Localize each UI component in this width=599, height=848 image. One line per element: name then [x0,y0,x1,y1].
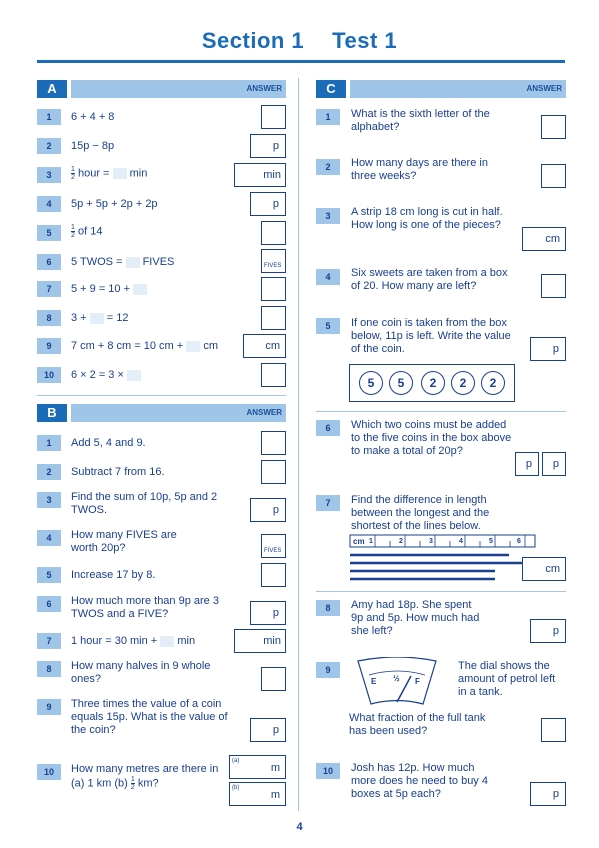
ruler-tick-label: 1 [369,538,373,545]
question-text: Find the sum of 10p, 5p and 2 TWOS. [71,491,218,516]
unit-label: cm [545,233,560,245]
unit-label: p [552,343,559,355]
answer-box[interactable] [261,221,286,245]
fraction-half: $\frac{1}{2}$ [130,776,135,791]
answer-box[interactable] [250,134,286,158]
blank-box [160,636,174,647]
question-number: 8 [37,661,61,677]
answer-label: ANSWER [350,80,566,98]
answer-box[interactable] [261,563,286,587]
question-number: 1 [37,109,61,125]
unit-label: p [272,140,279,152]
unit-label: p [272,607,279,619]
title-rule [37,60,565,63]
question-text: Amy had 18p. She spent 9p and 5p. How much had she left? [351,599,480,637]
question-number: 6 [37,596,61,612]
question-number: 10 [37,367,61,383]
question-text: Which two coins must be added to the five coins in the box above to make a total of 20p? [351,419,512,457]
unit-label: cm [545,563,560,575]
answer-box-b[interactable] [229,782,286,806]
blank-box [133,284,147,295]
answer-box[interactable] [530,337,566,361]
question-number: 4 [37,530,61,546]
question-number: 9 [316,662,340,678]
question-text: 3 + = 12 [71,312,129,324]
question-number: 10 [316,763,340,779]
question-text: If one coin is taken from the box below, 11p is left. Write the value of the coin. [351,317,511,355]
page-number: 4 [296,821,303,833]
answer-box[interactable] [541,164,566,188]
section-a-letter: A [37,80,67,98]
question-text: How many metres are there in (a) 1 km (b) $\frac{1}{2}$ km? [71,763,219,791]
question-text: 5 TWOS = FIVES [71,256,175,268]
answer-box[interactable] [261,667,286,691]
question-text: The dial shows the amount of petrol left in a tank. [458,660,556,698]
page-title [0,28,599,54]
section-b-letter: B [37,404,67,422]
question-number: 2 [316,159,340,175]
question-number: 4 [316,269,340,285]
question-text: What is the sixth letter of the alphabet? [351,108,490,133]
answer-box[interactable] [261,534,286,558]
dial-label-empty: E [371,677,377,686]
question-number: 8 [37,310,61,326]
question-text: How many halves in 9 whole ones? [71,660,211,685]
section-divider [37,395,286,396]
blank-box [113,168,127,179]
question-text: Increase 17 by 8. [71,569,156,581]
coin-2p: 2 [481,371,505,395]
answer-box[interactable] [250,601,286,625]
answer-box-a[interactable] [229,755,286,779]
fraction-half: $\frac{1}{2}$ [71,166,75,181]
question-text: A strip 18 cm long is cut in half. How long is one of the pieces? [351,206,503,231]
column-divider [298,78,299,811]
answer-box[interactable] [243,334,286,358]
answer-box[interactable] [522,227,566,251]
question-number: 3 [37,167,61,183]
answer-box[interactable] [261,363,286,387]
section-c-letter: C [316,80,346,98]
question-number: 9 [37,699,61,715]
blank-box [127,370,141,381]
answer-box[interactable] [250,498,286,522]
ruler-tick-label: 4 [459,538,463,545]
answer-box[interactable] [261,431,286,455]
coin-2p: 2 [421,371,445,395]
question-text: Subtract 7 from 16. [71,466,165,478]
answer-label: ANSWER [71,404,286,422]
unit-label: m [270,789,280,801]
section-a-header [37,80,286,98]
question-number: 6 [37,254,61,270]
answer-box[interactable] [250,192,286,216]
blank-box [126,257,140,268]
question-number: 2 [37,464,61,480]
question-text: Find the difference in length between the longest and the shortest of the lines below. [351,494,490,532]
question-text: How many days are there in three weeks? [351,157,488,182]
ruler-diagram [349,534,537,584]
unit-label: cm [265,340,280,352]
question-number: 10 [37,764,61,780]
answer-box[interactable] [522,557,566,581]
unit-label: p [272,198,279,210]
question-number: 3 [37,492,61,508]
blank-box [90,313,104,324]
answer-box[interactable] [530,619,566,643]
question-text: Add 5, 4 and 9. [71,437,146,449]
question-number: 2 [37,138,61,154]
ruler-tick-label: 5 [489,538,493,545]
question-text: 1 hour = 30 min + min [71,635,196,647]
question-number: 1 [37,435,61,451]
question-text: 5p + 5p + 2p + 2p [71,198,158,210]
fraction-half: $\frac{1}{2}$ [71,224,75,239]
ruler-tick-label: 6 [517,538,521,545]
question-text: Six sweets are taken from a box of 20. How many are left? [351,267,508,292]
coin-2p: 2 [451,371,475,395]
answer-box[interactable] [261,105,286,129]
question-number: 7 [316,495,340,511]
answer-box[interactable] [261,460,286,484]
question-number: 8 [316,600,340,616]
answer-box[interactable] [234,163,286,187]
section-title: Section 1 [201,28,305,53]
answer-box[interactable] [261,306,286,330]
question-number: 5 [316,318,340,334]
unit-label: p [552,458,559,470]
unit-label: FIVES [264,263,282,269]
dial-label-half: ½ [393,674,400,683]
test-title: Test 1 [332,28,398,53]
unit-label: p [525,458,532,470]
unit-label: p [272,504,279,516]
ruler-tick-label: 3 [429,538,433,545]
question-number: 6 [316,420,340,436]
divider [316,591,566,592]
answer-box[interactable] [530,782,566,806]
ruler-tick-label: 2 [399,538,403,545]
answer-box[interactable] [261,277,286,301]
question-text: Three times the value of a coin equals 15p. What is the value of the coin? [71,698,228,736]
answer-box[interactable] [250,718,286,742]
answer-box-1[interactable] [515,452,539,476]
answer-box[interactable] [541,718,566,742]
question-text: 7 cm + 8 cm = 10 cm + cm [71,340,218,352]
unit-label: min [263,169,281,181]
answer-label: ANSWER [71,80,286,98]
coin-box [349,364,515,402]
question-text: How much more than 9p are 3 TWOS and a FIVE? [71,595,219,620]
question-text: 15p − 8p [71,140,115,152]
answer-box[interactable] [261,249,286,273]
fuel-dial [355,657,439,707]
unit-label: p [272,724,279,736]
unit-label: p [552,788,559,800]
question-text: Josh has 12p. How much more does he need to buy 4 boxes at 5p each? [351,762,488,800]
unit-label: FIVES [264,548,282,554]
unit-label: min [263,635,281,647]
coin-5p: 5 [359,371,383,395]
answer-box[interactable] [234,629,286,653]
question-number: 7 [37,281,61,297]
question-text: How many FIVES are worth 20p? [71,529,177,554]
question-text: 6 × 2 = 3 × [71,369,141,382]
ruler-unit: cm [353,537,365,546]
question-text: $\frac{1}{2}$ of 14 [71,224,103,239]
question-number: 4 [37,196,61,212]
question-text: $\frac{1}{2}$ hour = min [71,166,148,181]
answer-box[interactable] [541,115,566,139]
question-number: 9 [37,338,61,354]
question-number: 7 [37,633,61,649]
question-number: 5 [37,225,61,241]
blank-box [186,341,200,352]
dial-label-full: F [415,677,420,686]
coin-5p: 5 [389,371,413,395]
question-number: 3 [316,208,340,224]
divider [316,411,566,412]
part-label: (b) [232,785,240,791]
unit-label: m [270,762,280,774]
section-c-header [316,80,566,98]
question-text: 5 + 9 = 10 + [71,283,147,296]
unit-label: p [552,625,559,637]
answer-box-2[interactable] [542,452,566,476]
section-b-header [37,404,286,422]
part-label: (a) [232,758,240,764]
answer-box[interactable] [541,274,566,298]
question-number: 1 [316,109,340,125]
question-text-2: What fraction of the full tank has been used? [349,712,486,737]
question-number: 5 [37,567,61,583]
question-text: 6 + 4 + 8 [71,111,115,123]
